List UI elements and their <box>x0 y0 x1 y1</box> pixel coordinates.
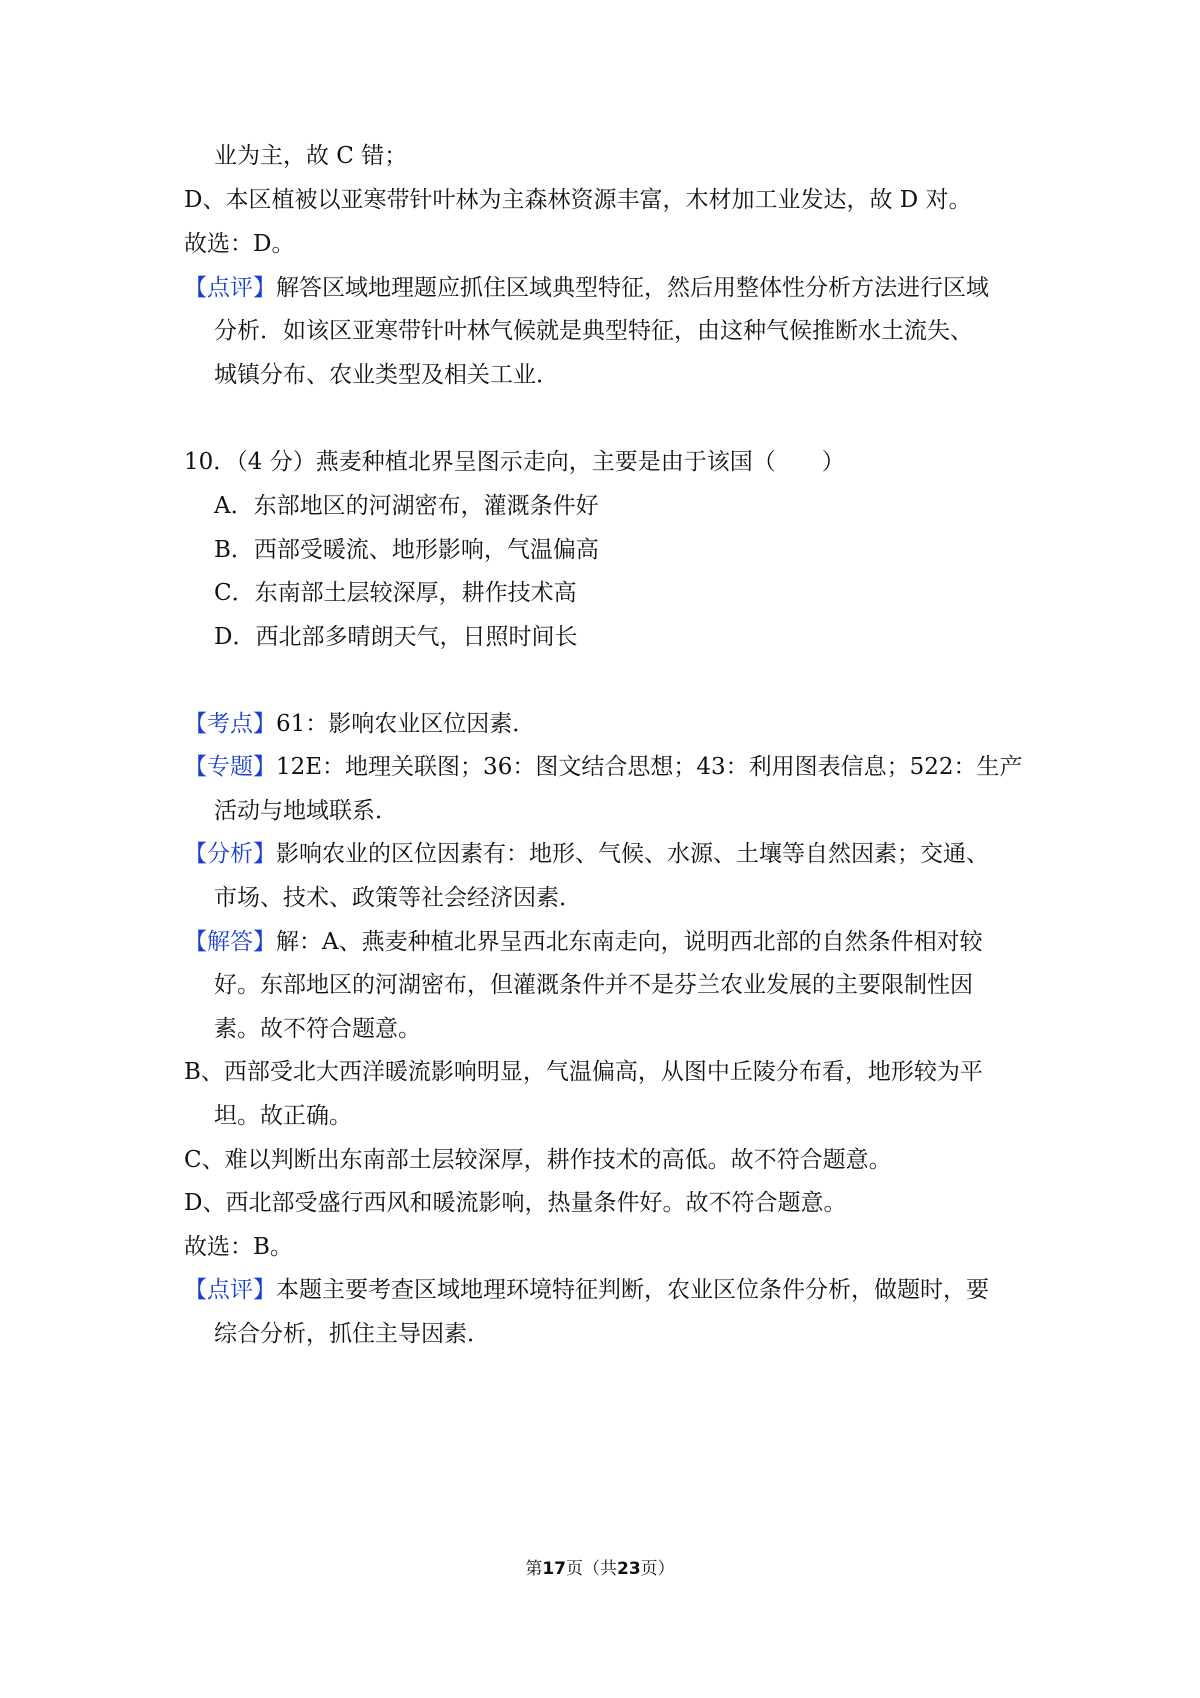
prev-comment-line-2: 分析．如该区亚寒带针叶林气候就是典型特征，由这种气候推断水土流失、 <box>214 318 973 344</box>
analysis-d: D、西北部受盛行西风和暖流影响，热量条件好。故不符合题意。 <box>184 1190 847 1216</box>
footer-middle: 页（共 <box>566 1559 617 1579</box>
dianping-tag: 【点评】 <box>184 1277 276 1303</box>
fenxi-text: 影响农业的区位因素有：地形、气候、水源、土壤等自然因素；交通、 <box>276 841 989 867</box>
prev-comment-line-3: 城镇分布、农业类型及相关工业． <box>214 362 559 388</box>
jieda-line-3: 素。故不符合题意。 <box>214 1016 421 1042</box>
footer-prefix: 第 <box>525 1559 543 1579</box>
page-total: 23 <box>617 1559 641 1579</box>
option-c: C．东南部土层较深厚，耕作技术高 <box>214 580 577 606</box>
option-b: B．西部受暖流、地形影响，气温偏高 <box>214 537 599 563</box>
fenxi-tag: 【分析】 <box>184 841 276 867</box>
page-number: 17 <box>542 1559 566 1579</box>
fenxi-line-2: 市场、技术、政策等社会经济因素． <box>214 885 582 911</box>
option-d: D．西北部多晴朗天气，日照时间长 <box>214 624 578 650</box>
option-a: A．东部地区的河湖密布，灌溉条件好 <box>214 493 599 519</box>
dianping-text: 本题主要考查区域地理环境特征判断，农业区位条件分析，做题时，要 <box>276 1277 989 1303</box>
prev-comment-line-1 <box>184 273 989 303</box>
prev-option-d-analysis: D、本区植被以亚寒带针叶林为主森林资源丰富，木材加工业发达，故 D 对。 <box>184 187 972 213</box>
answer: 故选：B。 <box>184 1234 293 1260</box>
jieda-line-1 <box>184 927 983 957</box>
jieda-text: 解：A、燕麦种植北界呈西北东南走向，说明西北部的自然条件相对较 <box>276 929 983 955</box>
zhuanti-tag: 【专题】 <box>184 754 276 780</box>
comment-text: 解答区域地理题应抓住区域典型特征，然后用整体性分析方法进行区域 <box>276 275 989 301</box>
kaodian-line <box>184 709 535 739</box>
kaodian-text: 61：影响农业区位因素． <box>276 711 536 737</box>
fenxi-line-1 <box>184 839 989 869</box>
analysis-c: C、难以判断出东南部土层较深厚，耕作技术的高低。故不符合题意。 <box>184 1147 892 1173</box>
analysis-b-line-1: B、西部受北大西洋暖流影响明显，气温偏高，从图中丘陵分布看，地形较为平 <box>184 1059 983 1085</box>
zhuanti-line-1 <box>184 752 1023 782</box>
prev-answer: 故选：D。 <box>184 231 295 257</box>
comment-tag: 【点评】 <box>184 275 276 301</box>
footer-suffix: 页） <box>640 1559 675 1579</box>
jieda-tag: 【解答】 <box>184 929 276 955</box>
jieda-line-2: 好。东部地区的河湖密布，但灌溉条件并不是芬兰农业发展的主要限制性因 <box>214 972 973 998</box>
page-footer <box>0 1558 1200 1580</box>
dianping-line-2: 综合分析，抓住主导因素． <box>214 1321 490 1347</box>
kaodian-tag: 【考点】 <box>184 711 276 737</box>
dianping-line-1 <box>184 1275 989 1305</box>
prev-c-continued: 业为主，故 C 错； <box>214 143 408 169</box>
analysis-b-line-2: 坦。故正确。 <box>214 1103 352 1129</box>
zhuanti-text: 12E：地理关联图；36：图文结合思想；43：利用图表信息；522：生产 <box>276 754 1023 780</box>
question-stem: 10．（4 分）燕麦种植北界呈图示走向，主要是由于该国（ ） <box>184 449 845 475</box>
zhuanti-line-2: 活动与地域联系． <box>214 798 398 824</box>
